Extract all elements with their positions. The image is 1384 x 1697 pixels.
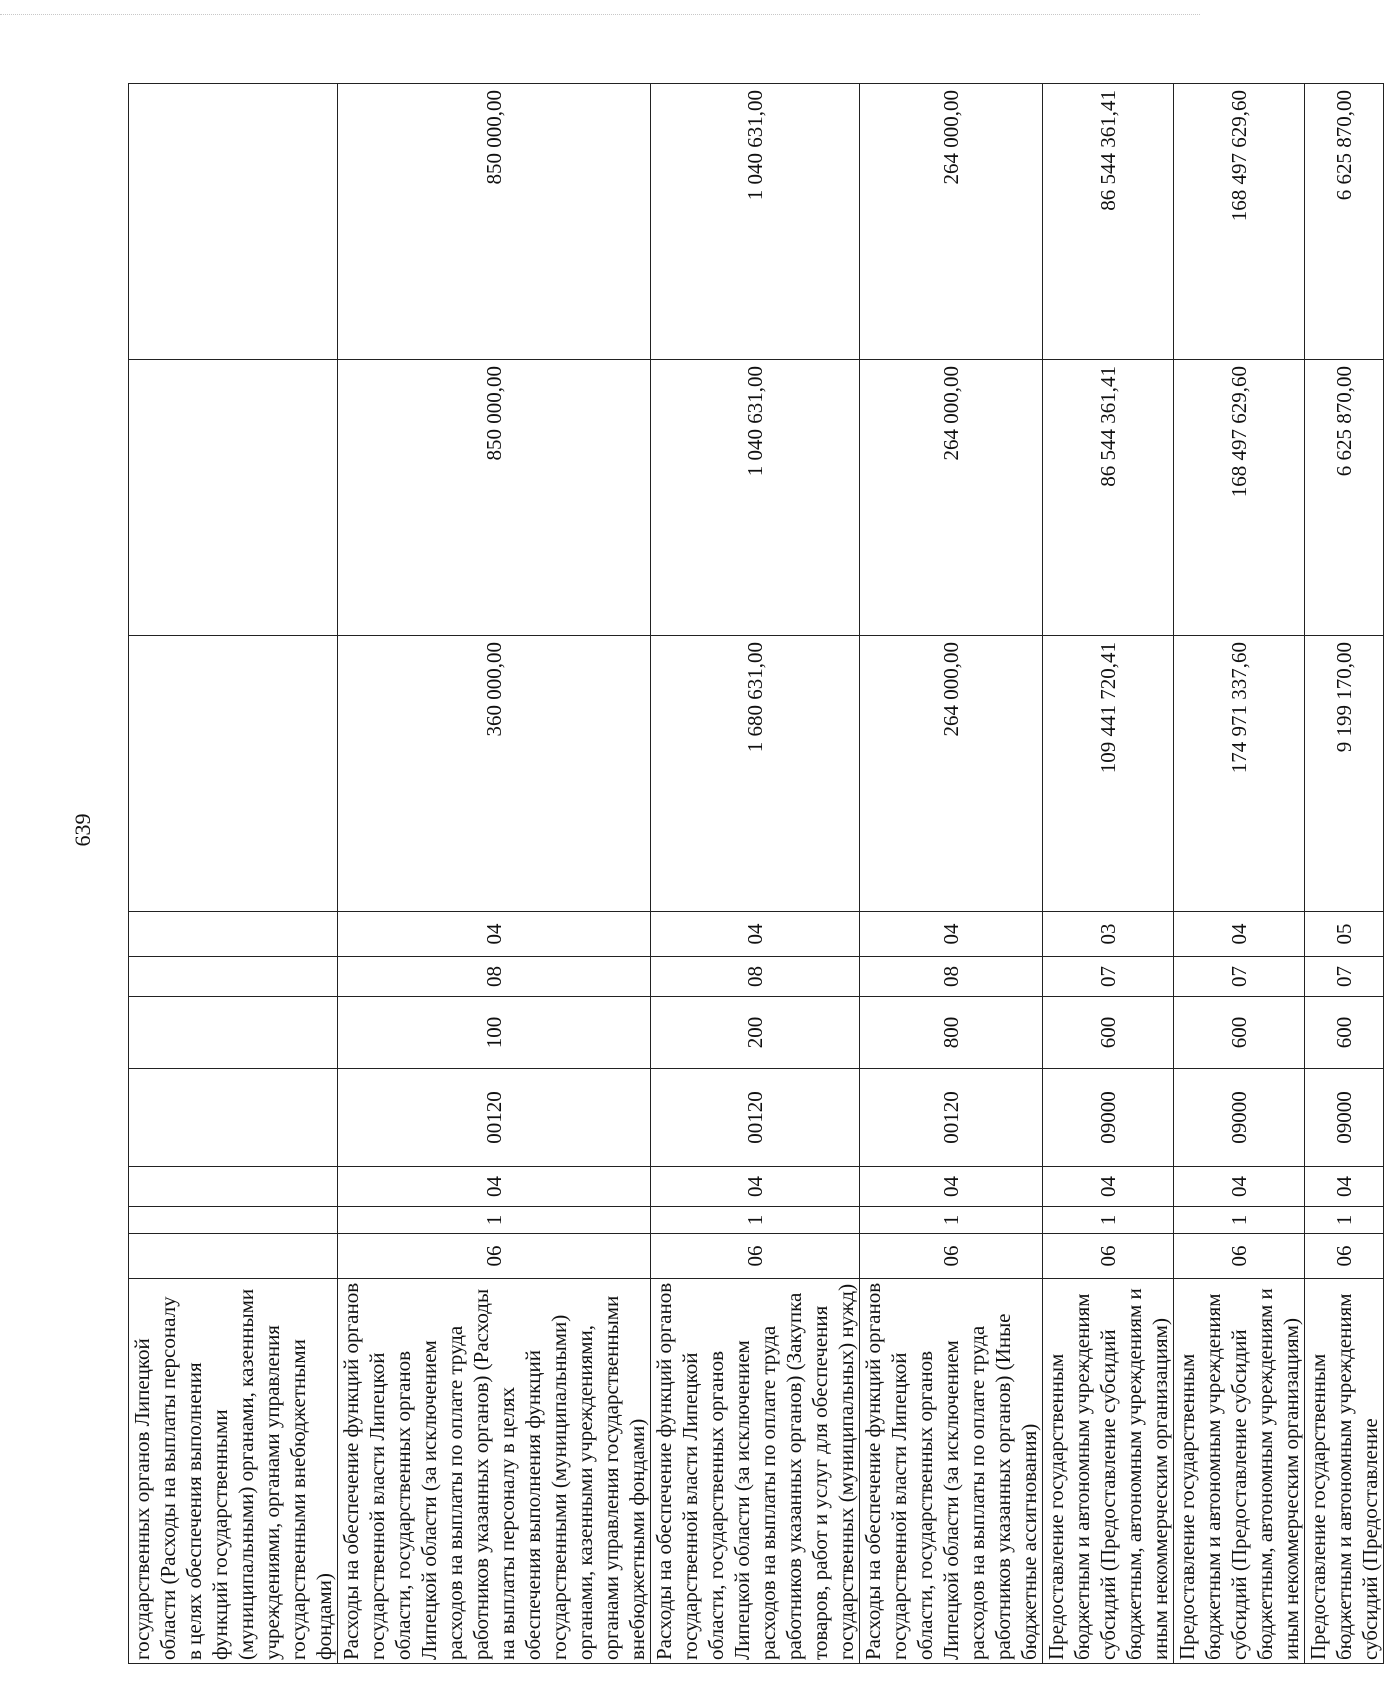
row-description: Расходы на обеспечение функций органов государственной власти Липецкой области, государственных органов Липецкой области (за исключением расходов на выплаты по оплате труда работников указанных органов) (Расходы на выплаты персоналу в целях обеспечения выполнения функций государственными (муниципальными) органами, казенными учреждениями, органами управления государственными внебюджетными фондами): [338, 1279, 651, 1664]
row-description: Предоставление государственным бюджетным и автономным учреждениям субсидий (Предоставление субсидий бюджетным, автономным учреждениям и иным некоммерческим организациям): [1043, 1279, 1174, 1664]
code-subprogram: 04: [1174, 1167, 1305, 1207]
table-row: [129, 84, 338, 1664]
code-section: 07: [1305, 957, 1384, 997]
code-ministry: 06: [860, 1234, 1043, 1279]
code-expense-type: 800: [860, 997, 1043, 1069]
amount-col-1: [129, 636, 338, 912]
code-direction: 09000: [1174, 1069, 1305, 1167]
code-section: 08: [651, 957, 860, 997]
amount-col-2: 6 625 870,00: [1305, 360, 1384, 636]
code-program: 1: [651, 1207, 860, 1234]
code-program: 1: [1174, 1207, 1305, 1234]
row-description: Расходы на обеспечение функций органов государственной власти Липецкой области, государственных органов Липецкой области (за исключением расходов на выплаты по оплате труда работников указанных органов) (Иные бюджетные ассигнования): [860, 1279, 1043, 1664]
code-subsection: 05: [1305, 912, 1384, 957]
page-number: 639: [70, 813, 95, 847]
table-row: [860, 84, 1043, 1664]
amount-col-1: 9 199 170,00: [1305, 636, 1384, 912]
code-ministry: 06: [651, 1234, 860, 1279]
scan-edge: [0, 0, 1200, 15]
code-section: 07: [1174, 957, 1305, 997]
code-direction: 00120: [860, 1069, 1043, 1167]
row-description: Предоставление государственным бюджетным и автономным учреждениям субсидий (Предоставление: [1305, 1279, 1384, 1664]
amount-col-2: 264 000,00: [860, 360, 1043, 636]
code-subsection: 04: [338, 912, 651, 957]
code-expense-type: 600: [1174, 997, 1305, 1069]
code-subprogram: 04: [860, 1167, 1043, 1207]
amount-col-3: [129, 84, 338, 360]
table-row: [338, 84, 651, 1664]
table-row: [1174, 84, 1305, 1664]
budget-table: [128, 83, 1384, 1664]
code-direction: 00120: [651, 1069, 860, 1167]
code-expense-type: [129, 997, 338, 1069]
code-expense-type: 100: [338, 997, 651, 1069]
amount-col-3: 264 000,00: [860, 84, 1043, 360]
rotated-table-container: [128, 84, 1382, 1664]
amount-col-2: 1 040 631,00: [651, 360, 860, 636]
code-ministry: 06: [338, 1234, 651, 1279]
code-subsection: 04: [651, 912, 860, 957]
code-direction: 00120: [338, 1069, 651, 1167]
code-subprogram: [129, 1167, 338, 1207]
code-expense-type: 600: [1043, 997, 1174, 1069]
table-body: [129, 84, 1384, 1664]
code-subsection: 03: [1043, 912, 1174, 957]
code-subprogram: 04: [1305, 1167, 1384, 1207]
code-expense-type: 200: [651, 997, 860, 1069]
amount-col-3: 86 544 361,41: [1043, 84, 1174, 360]
table-row: [1043, 84, 1174, 1664]
amount-col-1: 109 441 720,41: [1043, 636, 1174, 912]
amount-col-3: 168 497 629,60: [1174, 84, 1305, 360]
amount-col-1: 1 680 631,00: [651, 636, 860, 912]
table-row: [1305, 84, 1384, 1664]
code-expense-type: 600: [1305, 997, 1384, 1069]
row-description: Предоставление государственным бюджетным и автономным учреждениям субсидий (Предоставление субсидий бюджетным, автономным учреждениям и иным некоммерческим организациям): [1174, 1279, 1305, 1664]
code-section: 08: [860, 957, 1043, 997]
code-ministry: 06: [1174, 1234, 1305, 1279]
amount-col-3: 6 625 870,00: [1305, 84, 1384, 360]
code-ministry: 06: [1305, 1234, 1384, 1279]
amount-col-3: 850 000,00: [338, 84, 651, 360]
amount-col-3: 1 040 631,00: [651, 84, 860, 360]
code-ministry: [129, 1234, 338, 1279]
amount-col-1: 174 971 337,60: [1174, 636, 1305, 912]
code-section: 07: [1043, 957, 1174, 997]
code-program: 1: [338, 1207, 651, 1234]
code-program: 1: [1305, 1207, 1384, 1234]
table-row: [651, 84, 860, 1664]
amount-col-2: 168 497 629,60: [1174, 360, 1305, 636]
code-subsection: 04: [860, 912, 1043, 957]
amount-col-1: 360 000,00: [338, 636, 651, 912]
code-subprogram: 04: [651, 1167, 860, 1207]
code-subsection: 04: [1174, 912, 1305, 957]
row-description: государственных органов Липецкой области (Расходы на выплаты персоналу в целях обеспечения выполнения функций государственными (муниципальными) органами, казенными учреждениями, органами управления государственными внебюджетными фондами): [129, 1279, 338, 1664]
code-program: 1: [1043, 1207, 1174, 1234]
code-section: 08: [338, 957, 651, 997]
code-direction: 09000: [1305, 1069, 1384, 1167]
code-subsection: [129, 912, 338, 957]
amount-col-2: [129, 360, 338, 636]
code-program: 1: [860, 1207, 1043, 1234]
code-program: [129, 1207, 338, 1234]
amount-col-2: 86 544 361,41: [1043, 360, 1174, 636]
code-section: [129, 957, 338, 997]
code-direction: 09000: [1043, 1069, 1174, 1167]
code-subprogram: 04: [1043, 1167, 1174, 1207]
code-subprogram: 04: [338, 1167, 651, 1207]
code-ministry: 06: [1043, 1234, 1174, 1279]
row-description: Расходы на обеспечение функций органов государственной власти Липецкой области, государственных органов Липецкой области (за исключением расходов на выплаты по оплате труда работников указанных органов) (Закупка товаров, работ и услуг для обеспечения государственных (муниципальных) нужд): [651, 1279, 860, 1664]
amount-col-2: 850 000,00: [338, 360, 651, 636]
code-direction: [129, 1069, 338, 1167]
amount-col-1: 264 000,00: [860, 636, 1043, 912]
